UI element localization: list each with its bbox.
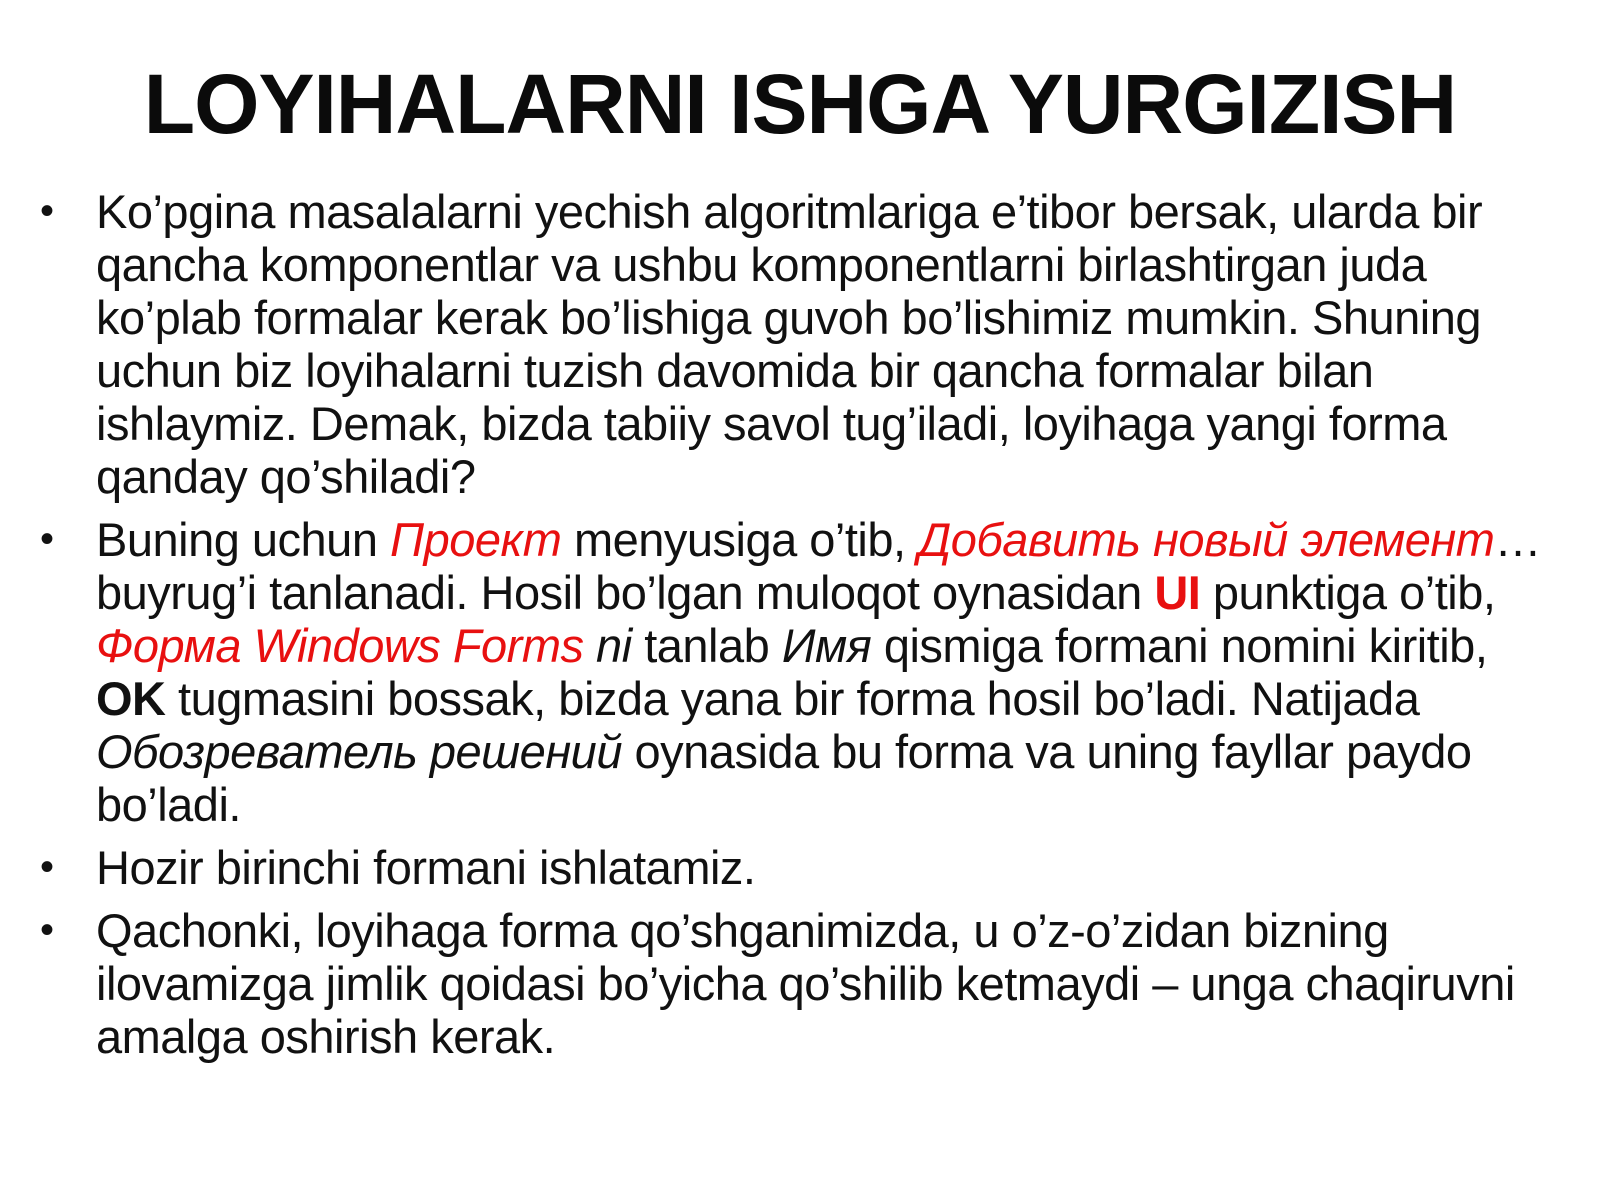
bullet-text: Ko’pgina masalalarni yechish algoritmlariga e’tibor bersak, ularda bir qancha komponentlar va ushbu komponentlarni birlashtirgan juda ko’plab formalar kerak bo’lishiga guvoh bo’lishimiz mumkin. Shuning uchun biz loyihalarni tuzish davomida bir qancha formalar bilan ishlaymiz. Demak, bizda tabiiy savol tug’iladi, loyihaga yangi forma qanday qo’shiladi? xyxy=(96,185,1483,503)
bullet-item-1 xyxy=(40,185,1560,503)
ui-item-label: UI xyxy=(1154,566,1201,619)
slide-title: LOYIHALARNI ISHGA YURGIZISH xyxy=(143,57,1457,151)
bullet-text xyxy=(96,513,1541,831)
bullet-item-4 xyxy=(40,904,1560,1063)
bullet-icon: • xyxy=(40,908,54,952)
bullet-icon: • xyxy=(40,845,54,889)
solution-explorer-label: Обозреватель решений xyxy=(96,725,622,778)
bullet-item-3 xyxy=(40,841,1560,894)
text-segment: Buning uchun xyxy=(96,513,391,566)
text-segment: qismiga formani nomini kiritib, xyxy=(871,619,1488,672)
bullet-item-2 xyxy=(40,513,1560,831)
bullet-icon: • xyxy=(40,189,54,233)
text-segment: … buyrug’i tanlanadi. Hosil bo’lgan muloqot oynasidan xyxy=(96,513,1541,619)
name-field-label: Имя xyxy=(781,619,872,672)
text-segment-italic: ni xyxy=(583,619,632,672)
command-add-new-item: Добавить новый элемент xyxy=(918,513,1495,566)
menu-name-project: Проект xyxy=(390,513,562,566)
bullet-text: Hozir birinchi formani ishlatamiz. xyxy=(96,841,756,894)
bullet-list xyxy=(40,185,1560,1073)
bullet-text: Qachonki, loyihaga forma qo’shganimizda, u o’z-o’zidan bizning ilovamizga jimlik qoidasi bo’yicha qo’shilib ketmaydi – unga chaqiruvni amalga oshirish kerak. xyxy=(96,904,1515,1063)
text-segment: menyusiga o’tib, xyxy=(561,513,919,566)
ok-button-label: OK xyxy=(96,672,166,725)
text-segment: tugmasini bossak, bizda yana bir forma hosil bo’ladi. Natijada xyxy=(165,672,1420,725)
text-segment: oynasida bu forma va uning fayllar paydo bo’ladi. xyxy=(96,725,1472,831)
text-segment: punktiga o’tib, xyxy=(1200,566,1496,619)
windows-forms-item: Форма Windows Forms xyxy=(96,619,584,672)
bullet-icon: • xyxy=(40,517,54,561)
text-segment: tanlab xyxy=(631,619,782,672)
